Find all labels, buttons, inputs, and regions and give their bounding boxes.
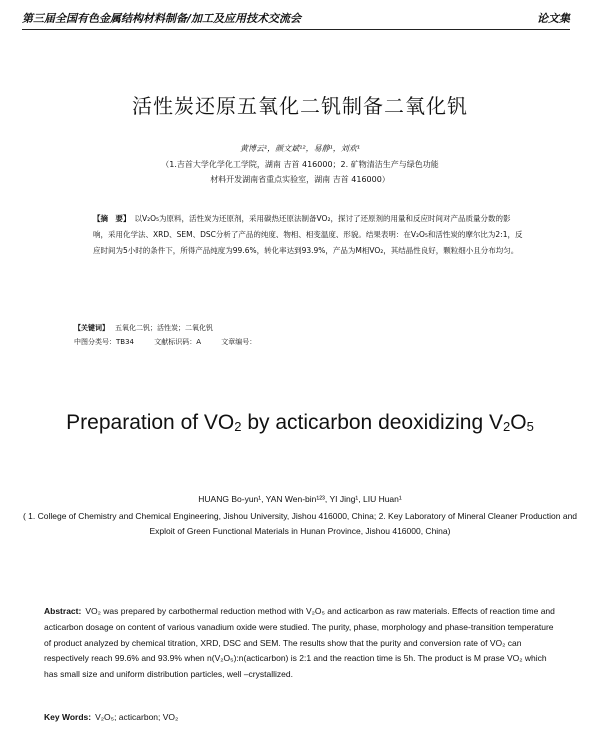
english-affiliation: ( 1. College of Chemistry and Chemical Engineering, Jishou University, Jishou 416000, China; 2. Key Laboratory of Mineral Cleaner Production and Exploit of Green Functional Materials in Hunan Province, Jishou 416000, China) — [22, 511, 578, 536]
title-part: Preparation of VO — [66, 411, 235, 434]
title-subscript: 2 — [234, 419, 242, 434]
english-keywords-text: V₂O₅; acticarbon; VO₂ — [95, 712, 179, 722]
english-keywords — [44, 712, 178, 722]
class-number: 中图分类号：TB34 — [74, 338, 134, 346]
title-part: by acticarbon deoxidizing V — [241, 411, 503, 434]
chinese-affiliation-line1: （1.吉首大学化学化工学院，湖南 吉首 416000；2. 矿物清洁生产与绿色功能 — [161, 160, 439, 169]
chinese-authors: 黄博云¹，颜文斌¹²，易静¹，刘欢¹ — [239, 144, 361, 153]
chinese-abstract — [93, 211, 525, 259]
chinese-keywords-label: 【关键词】 — [74, 324, 109, 332]
english-title — [0, 411, 600, 435]
running-header — [22, 7, 570, 30]
title-subscript: 5 — [526, 419, 534, 434]
chinese-affiliation-line2: 材料开发湖南省重点实验室，湖南 吉首 416000） — [210, 175, 390, 184]
english-abstract-text: VO₂ was prepared by carbothermal reduction method with V₂O₅ and acticarbon as raw materials. Effects of reaction time and acticarbon dosage on content of various vanadium oxide were studied. The purity, phase, morphology and phase-transition temperature of product analyzed by chemical titration, XRD, DSC and SEM. The results show that the purity and conversion rate of VO₂ can respectively reach 99.6% and 93.9% when n(V₂O₅):n(acticarbon) is 2:1 and the reaction time is 5h. The product is M prase VO₂ which has small size and uniform distribution particles, well –crystallized. — [44, 606, 555, 680]
english-keywords-label: Key Words: — [44, 712, 92, 722]
chinese-title: 活性炭还原五氧化二钒制备二氧化钒 — [132, 94, 468, 118]
english-abstract-label: Abstract: — [44, 606, 82, 616]
title-part: O — [510, 411, 527, 434]
chinese-keywords-text: 五氧化二钒；活性炭；二氧化钒 — [115, 324, 213, 332]
english-authors: HUANG Bo-yun¹, YAN Wen-bin¹²³, YI Jing¹, LIU Huan¹ — [198, 494, 402, 504]
article-id: 文章编号： — [221, 338, 257, 346]
doc-code: 文献标识码：A — [154, 338, 202, 346]
conference-name: 第三届全国有色金属结构材料制备/加工及应用技术交流会 — [22, 12, 302, 25]
chinese-abstract-label: 【摘 要】 — [93, 214, 131, 223]
title-subscript: 2 — [503, 419, 511, 434]
chinese-keywords — [74, 323, 213, 333]
english-abstract — [44, 604, 558, 683]
chinese-abstract-text: 以V₂O₅为原料，活性炭为还原剂，采用碳热还原法制备VO₂，探讨了还原剂的用量和反应时间对产品质量分数的影响，采用化学法、XRD、SEM、DSC分析了产品的纯度、物相、相变温度、形貌。结果表明：在V₂O₅和活性炭的摩尔比为2:1，反应时间为5小时的条件下，所得产品纯度为99.6%，转化率达到93.9%，产品为M相VO₂，其结晶性良好，颗粒细小且分布均匀。 — [93, 214, 523, 255]
section-name: 论文集 — [537, 12, 570, 25]
chinese-classification — [74, 337, 272, 347]
